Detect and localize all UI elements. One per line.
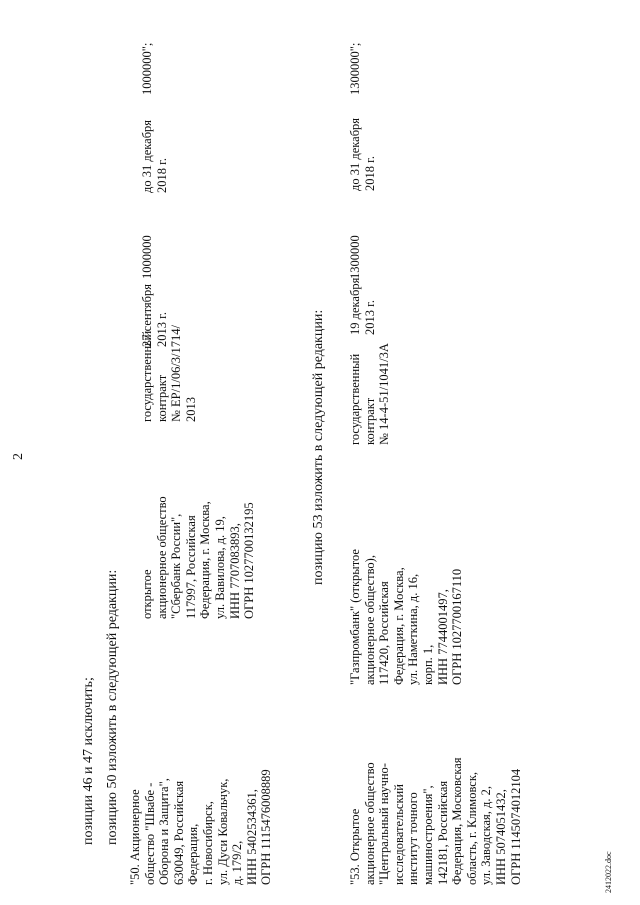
- row53-contract: государственный контракт № 14-4-51/1041/3А: [348, 343, 392, 445]
- row50-organization: "50. Акционерное общество "Швабе - Оборона и Защита", 630049, Российская Федерация, г. Новосибирск, ул. Дуси Ковальчук, д. 179/2, ИНН 5402534361, ОГРН 1115476008889: [128, 769, 274, 885]
- row53-date: 19 декабря 2013 г.: [348, 277, 377, 335]
- row53-term: до 31 декабря 2018 г.: [348, 117, 377, 191]
- row50-amount-end: 1000000";: [140, 42, 154, 95]
- row53-amount-end: 1300000";: [348, 42, 362, 95]
- row50-term: до 31 декабря 2018 г.: [140, 119, 169, 193]
- row53-bank: "Газпромбанк" (открытое акционерное общество), 117420, Российская Федерация, г. Москва, ул. Наметкина, д. 16, корп. 1, ИНН 7744001497, ОГРН 1027700167110: [348, 549, 465, 685]
- row50-amount: 1000000: [140, 235, 154, 279]
- row50-contract: государственный контракт № ЕР/1/06/3/1714/ 2013: [140, 324, 198, 422]
- position-50-heading: позицию 50 изложить в следующей редакции:: [105, 569, 120, 845]
- row53-amount: 1300000: [348, 235, 362, 279]
- footer-filename: 2412022.doc: [604, 851, 613, 893]
- position-53-heading: позицию 53 изложить в следующей редакции:: [311, 309, 326, 585]
- page-number: 2: [11, 453, 26, 460]
- row53-organization: "53. Открытое акционерное общество "Центральный научно- исследовательский институт точного машиностроения", 142181, Российская Федерация, Московская область, г. Климовск, ул. Заводская, д. 2, ИНН 5074051432, ОГРН 1145074012104: [348, 757, 523, 885]
- row50-bank: открытое акционерное общество "Сбербанк России", 117997, Российская Федерация, г. Москва, ул. Вавилова, д. 19, ИНН 7707083893, ОГРН 1027700132195: [140, 496, 257, 619]
- exclude-positions-line: позиции 46 и 47 исключить;: [81, 677, 96, 845]
- row50-date: 27 сентября 2013 г.: [140, 284, 169, 347]
